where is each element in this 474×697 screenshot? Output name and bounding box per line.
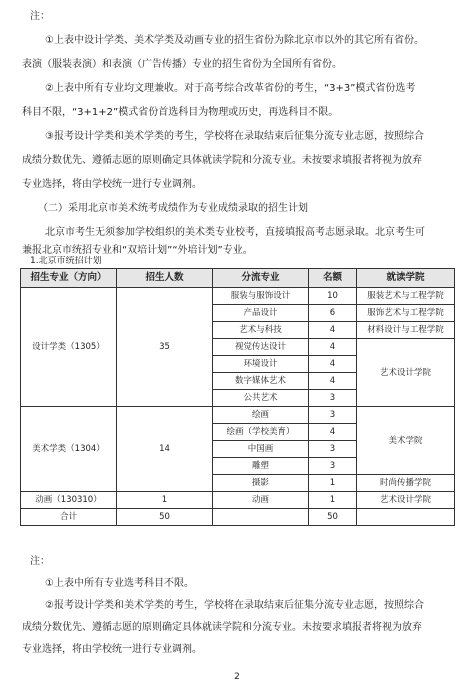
college-cell: 材料设计与工程学院 <box>357 322 455 339</box>
enrollment-plan-table <box>20 268 455 526</box>
note2-paragraph-2-cont: 成绩分数优先、遵循志愿的原则确定具体就读学院和分流专业。未按要求填报者将视为放弃 <box>22 622 422 633</box>
sub-major-cell: 艺术与科技 <box>213 322 309 339</box>
college-cell: 美术学院 <box>357 407 455 475</box>
note2-paragraph-2: ②报考设计学类和美术学类的考生，学校将在录取结束后征集分流专业志愿，按照综合 <box>45 600 424 611</box>
quota-cell: 4 <box>309 356 357 373</box>
count-cell: 14 <box>117 407 213 492</box>
subsection-heading: 1.北京市统招计划 <box>30 256 102 266</box>
sub-major-cell: 视觉传达设计 <box>213 339 309 356</box>
quota-cell: 3 <box>309 458 357 475</box>
header-sub-major: 分流专业 <box>213 269 309 288</box>
quota-cell: 4 <box>309 339 357 356</box>
quota-cell: 4 <box>309 424 357 441</box>
major-cell: 设计学类（1305） <box>21 288 117 407</box>
total-college-cell <box>357 509 455 526</box>
sub-major-cell: 产品设计 <box>213 305 309 322</box>
note2-label: 注： <box>30 556 50 567</box>
table-row <box>21 407 455 424</box>
total-label-cell: 合计 <box>21 509 117 526</box>
note2-paragraph-1: ①上表中所有专业选考科目不限。 <box>45 578 194 589</box>
count-cell: 1 <box>117 492 213 509</box>
sub-major-cell: 数字媒体艺术 <box>213 373 309 390</box>
sub-major-cell: 绘画 <box>213 407 309 424</box>
note-paragraph-3-end: 专业选择，将由学校统一进行专业调剂。 <box>22 179 202 190</box>
note2-paragraph-2-end: 专业选择，将由学校统一进行专业调剂。 <box>22 644 202 655</box>
note-paragraph-2: ②上表中所有专业均文理兼收。对于高考综合改革省份的考生，“3+3”模式省份选考 <box>45 83 416 94</box>
note-paragraph-1: ①上表中设计学类、美术学类及动画专业的招生省份为除北京市以外的其它所有省份。 <box>45 35 424 46</box>
header-quota: 名额 <box>309 269 357 288</box>
quota-cell: 3 <box>309 441 357 458</box>
table-header-row <box>21 269 455 288</box>
quota-cell: 4 <box>309 322 357 339</box>
note-label: 注： <box>30 11 50 22</box>
total-sub-major-cell <box>213 509 309 526</box>
quota-cell: 1 <box>309 475 357 492</box>
sub-major-cell: 摄影 <box>213 475 309 492</box>
sub-major-cell: 中国画 <box>213 441 309 458</box>
note-paragraph-2-cont: 科目不限，“3+1+2”模式省份首选科目为物理或历史，再选科目不限。 <box>22 107 339 118</box>
header-college: 就读学院 <box>357 269 455 288</box>
note-paragraph-3-cont: 成绩分数优先、遵循志愿的原则确定具体就读学院和分流专业。未按要求填报者将视为放弃 <box>22 155 422 166</box>
quota-cell: 3 <box>309 390 357 407</box>
table-total-row <box>21 509 455 526</box>
college-cell: 服装艺术与工程学院 <box>357 288 455 305</box>
body-paragraph-cont: 兼报北京市统招专业和“双培计划”“外培计划”专业。 <box>22 245 253 256</box>
count-cell: 35 <box>117 288 213 407</box>
college-cell: 服饰艺术与工程学院 <box>357 305 455 322</box>
major-cell: 动画（130310） <box>21 492 117 509</box>
total-quota-cell: 50 <box>309 509 357 526</box>
note-paragraph-1-cont: 表演（服装表演）和表演（广告传播）专业的招生省份为全国所有省份。 <box>22 59 342 70</box>
college-cell: 艺术设计学院 <box>357 492 455 509</box>
sub-major-cell: 服装与服饰设计 <box>213 288 309 305</box>
note-paragraph-3: ③报考设计学类和美术学类的考生，学校将在录取结束后征集分流专业志愿，按照综合 <box>45 131 424 142</box>
total-count-cell: 50 <box>117 509 213 526</box>
header-major: 招生专业（方向） <box>21 269 117 288</box>
page-number: 2 <box>234 672 240 682</box>
college-cell: 时尚传播学院 <box>357 475 455 492</box>
body-paragraph: 北京市考生无须参加学校组织的美术类专业校考，直接填报高考志愿录取。北京考生可 <box>45 227 425 238</box>
quota-cell: 3 <box>309 407 357 424</box>
section-title: （二）采用北京市美术统考成绩作为专业成绩录取的招生计划 <box>38 203 308 214</box>
sub-major-cell: 雕塑 <box>213 458 309 475</box>
table-row <box>21 492 455 509</box>
sub-major-cell: 公共艺术 <box>213 390 309 407</box>
major-cell: 美术学类（1304） <box>21 407 117 492</box>
header-count: 招生人数 <box>117 269 213 288</box>
quota-cell: 6 <box>309 305 357 322</box>
quota-cell: 10 <box>309 288 357 305</box>
sub-major-cell: 动画 <box>213 492 309 509</box>
sub-major-cell: 环境设计 <box>213 356 309 373</box>
table-row <box>21 288 455 305</box>
quota-cell: 4 <box>309 373 357 390</box>
sub-major-cell: 绘画（学校美育） <box>213 424 309 441</box>
quota-cell: 1 <box>309 492 357 509</box>
college-cell: 艺术设计学院 <box>357 339 455 407</box>
